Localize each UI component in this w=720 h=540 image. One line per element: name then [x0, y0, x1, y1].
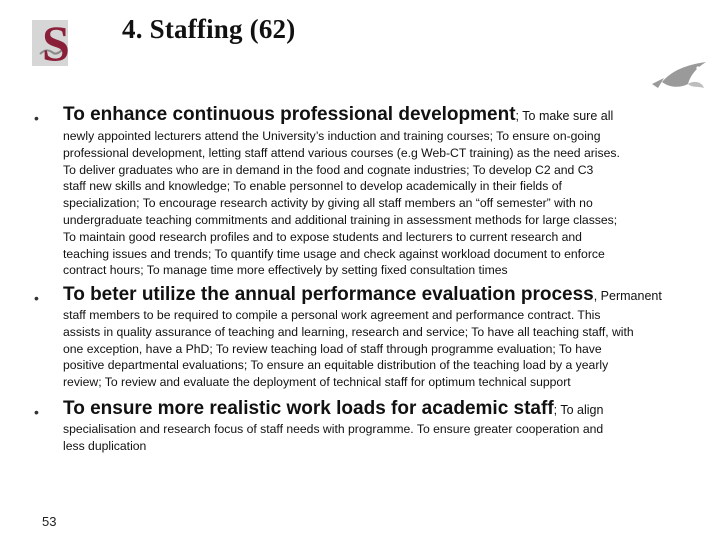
body-line: specialisation and research focus of staff needs with programme. To ensure greater cooperation and [63, 422, 604, 436]
body-line: review; To review and evaluate the deployment of technical staff for optimum technical support [63, 375, 571, 390]
bullet-heading [63, 284, 662, 306]
body-line: newly appointed lecturers attend the University’s induction and training courses; To ensure on-going [63, 129, 601, 143]
body-line: staff new skills and knowledge; To enable personnel to develop academically in their fields of [63, 179, 562, 194]
bullet-marker: • [34, 290, 39, 306]
body-line: less duplication [63, 438, 147, 453]
bullet-heading-strong: To beter utilize the annual performance evaluation process [63, 284, 594, 305]
bullet-body [63, 128, 663, 279]
body-line: To deliver graduates who are in demand in the food and cognate industries; To develop C2 and C3 [63, 162, 594, 177]
slide-title: 4. Staffing (62) [122, 14, 296, 44]
bullet-heading-tail: ; To align [553, 403, 604, 417]
bullet-marker: • [34, 110, 39, 126]
body-line: undergraduate teaching commitments and additional training in assessment methods for large classes; [63, 212, 618, 227]
fish-swoosh-icon [650, 58, 710, 98]
bullet-heading [63, 104, 613, 126]
bullet-heading-tail: , Permanent [593, 289, 662, 303]
page-number: 53 [42, 514, 57, 529]
svg-text:S: S [42, 15, 70, 70]
body-line: contract hours; To manage time more effectively by setting fixed consultation times [63, 263, 508, 278]
bullet-heading [63, 398, 603, 420]
bullet-marker: • [34, 404, 39, 420]
body-line: professional development, letting staff attend various courses (e.g Web-CT training) as the need arises. [63, 145, 620, 160]
bullet-body [63, 307, 663, 391]
body-line: staff members to be required to compile a personal work agreement and performance contract. This [63, 308, 601, 322]
body-line: teaching issues and trends; To quantify time usage and check against workload document to enforce [63, 246, 605, 261]
body-line: specialization; To encourage research activity by giving all staff members an “off semester” with no [63, 196, 593, 211]
body-line: assists in quality assurance of teaching and learning, research and service; To have all teaching staff, with [63, 324, 634, 339]
bullet-heading-tail: ; To make sure all [515, 109, 614, 123]
body-line: To maintain good research profiles and to expose students and lecturers to current research and [63, 229, 582, 244]
bullet-heading-strong: To enhance continuous professional development [63, 104, 516, 125]
university-logo [30, 14, 100, 70]
bullet-body [63, 421, 663, 455]
body-line: one exception, have a PhD; To review teaching load of staff through programme evaluation; To have [63, 341, 602, 356]
body-line: positive departmental evaluations; To ensure an equitable distribution of the teaching load by a yearly [63, 358, 609, 373]
bullet-heading-strong: To ensure more realistic work loads for academic staff [63, 398, 554, 419]
